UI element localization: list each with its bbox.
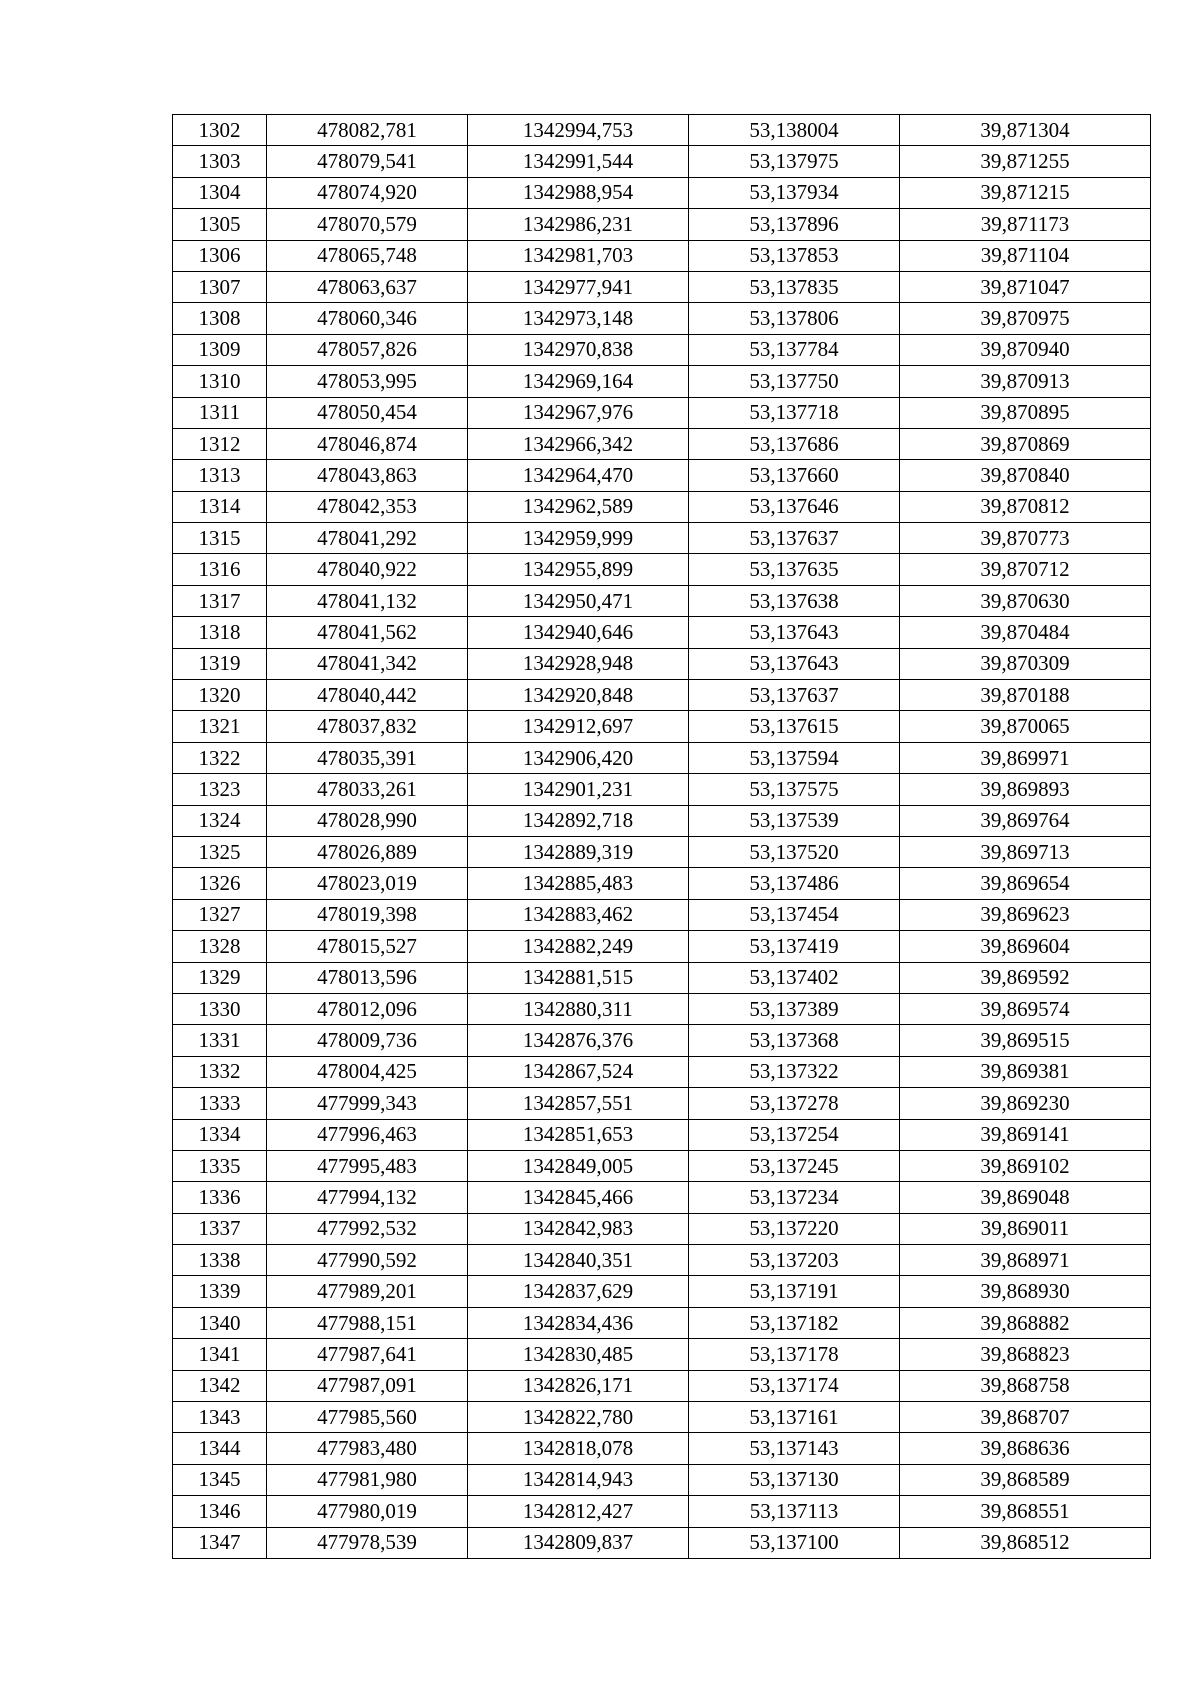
y-coordinate-cell: 1342977,941: [468, 271, 689, 302]
point-number-cell: 1320: [173, 680, 267, 711]
longitude-cell: 39,870630: [900, 585, 1151, 616]
point-number-cell: 1338: [173, 1245, 267, 1276]
latitude-cell: 53,137575: [689, 774, 900, 805]
longitude-cell: 39,868707: [900, 1402, 1151, 1433]
x-coordinate-cell: 478063,637: [267, 271, 468, 302]
latitude-cell: 53,137113: [689, 1496, 900, 1527]
x-coordinate-cell: 477995,483: [267, 1150, 468, 1181]
y-coordinate-cell: 1342970,838: [468, 334, 689, 365]
latitude-cell: 53,137539: [689, 805, 900, 836]
y-coordinate-cell: 1342851,653: [468, 1119, 689, 1150]
longitude-cell: 39,869971: [900, 742, 1151, 773]
y-coordinate-cell: 1342950,471: [468, 585, 689, 616]
y-coordinate-cell: 1342966,342: [468, 428, 689, 459]
point-number-cell: 1339: [173, 1276, 267, 1307]
table-row: [173, 1056, 1151, 1087]
x-coordinate-cell: 477990,592: [267, 1245, 468, 1276]
longitude-cell: 39,871104: [900, 240, 1151, 271]
x-coordinate-cell: 478004,425: [267, 1056, 468, 1087]
table-row: [173, 523, 1151, 554]
point-number-cell: 1303: [173, 146, 267, 177]
latitude-cell: 53,137718: [689, 397, 900, 428]
latitude-cell: 53,137646: [689, 491, 900, 522]
longitude-cell: 39,869654: [900, 868, 1151, 899]
latitude-cell: 53,137637: [689, 680, 900, 711]
table-row: [173, 1339, 1151, 1370]
table-row: [173, 899, 1151, 930]
y-coordinate-cell: 1342986,231: [468, 209, 689, 240]
latitude-cell: 53,137594: [689, 742, 900, 773]
y-coordinate-cell: 1342876,376: [468, 1025, 689, 1056]
y-coordinate-cell: 1342834,436: [468, 1307, 689, 1338]
longitude-cell: 39,868636: [900, 1433, 1151, 1464]
table-row: [173, 177, 1151, 208]
point-number-cell: 1323: [173, 774, 267, 805]
x-coordinate-cell: 478015,527: [267, 931, 468, 962]
y-coordinate-cell: 1342962,589: [468, 491, 689, 522]
longitude-cell: 39,870975: [900, 303, 1151, 334]
y-coordinate-cell: 1342973,148: [468, 303, 689, 334]
longitude-cell: 39,869102: [900, 1150, 1151, 1181]
longitude-cell: 39,870309: [900, 648, 1151, 679]
point-number-cell: 1307: [173, 271, 267, 302]
point-number-cell: 1317: [173, 585, 267, 616]
longitude-cell: 39,870869: [900, 428, 1151, 459]
table-row: [173, 1496, 1151, 1527]
table-row: [173, 271, 1151, 302]
x-coordinate-cell: 477987,091: [267, 1370, 468, 1401]
latitude-cell: 53,137100: [689, 1527, 900, 1558]
point-number-cell: 1322: [173, 742, 267, 773]
latitude-cell: 53,137182: [689, 1307, 900, 1338]
point-number-cell: 1312: [173, 428, 267, 459]
latitude-cell: 53,137934: [689, 177, 900, 208]
point-number-cell: 1345: [173, 1464, 267, 1495]
longitude-cell: 39,869592: [900, 962, 1151, 993]
latitude-cell: 53,137896: [689, 209, 900, 240]
x-coordinate-cell: 478041,562: [267, 617, 468, 648]
point-number-cell: 1340: [173, 1307, 267, 1338]
x-coordinate-cell: 478012,096: [267, 993, 468, 1024]
point-number-cell: 1305: [173, 209, 267, 240]
point-number-cell: 1347: [173, 1527, 267, 1558]
longitude-cell: 39,868589: [900, 1464, 1151, 1495]
point-number-cell: 1346: [173, 1496, 267, 1527]
y-coordinate-cell: 1342867,524: [468, 1056, 689, 1087]
table-row: [173, 428, 1151, 459]
x-coordinate-cell: 478013,596: [267, 962, 468, 993]
longitude-cell: 39,868512: [900, 1527, 1151, 1558]
y-coordinate-cell: 1342822,780: [468, 1402, 689, 1433]
table-row: [173, 1370, 1151, 1401]
x-coordinate-cell: 477985,560: [267, 1402, 468, 1433]
x-coordinate-cell: 477980,019: [267, 1496, 468, 1527]
point-number-cell: 1333: [173, 1088, 267, 1119]
longitude-cell: 39,870484: [900, 617, 1151, 648]
table-row: [173, 1182, 1151, 1213]
x-coordinate-cell: 477996,463: [267, 1119, 468, 1150]
point-number-cell: 1319: [173, 648, 267, 679]
point-number-cell: 1341: [173, 1339, 267, 1370]
x-coordinate-cell: 478026,889: [267, 836, 468, 867]
table-row: [173, 648, 1151, 679]
point-number-cell: 1318: [173, 617, 267, 648]
table-row: [173, 868, 1151, 899]
coordinates-table-body: [173, 115, 1151, 1559]
table-row: [173, 397, 1151, 428]
table-row: [173, 617, 1151, 648]
table-row: [173, 334, 1151, 365]
latitude-cell: 53,137402: [689, 962, 900, 993]
point-number-cell: 1332: [173, 1056, 267, 1087]
y-coordinate-cell: 1342857,551: [468, 1088, 689, 1119]
table-row: [173, 115, 1151, 146]
longitude-cell: 39,869574: [900, 993, 1151, 1024]
longitude-cell: 39,868551: [900, 1496, 1151, 1527]
y-coordinate-cell: 1342818,078: [468, 1433, 689, 1464]
longitude-cell: 39,869011: [900, 1213, 1151, 1244]
y-coordinate-cell: 1342845,466: [468, 1182, 689, 1213]
longitude-cell: 39,870913: [900, 366, 1151, 397]
latitude-cell: 53,137130: [689, 1464, 900, 1495]
x-coordinate-cell: 477983,480: [267, 1433, 468, 1464]
point-number-cell: 1315: [173, 523, 267, 554]
table-row: [173, 460, 1151, 491]
table-row: [173, 1150, 1151, 1181]
table-row: [173, 774, 1151, 805]
table-row: [173, 303, 1151, 334]
point-number-cell: 1304: [173, 177, 267, 208]
y-coordinate-cell: 1342882,249: [468, 931, 689, 962]
latitude-cell: 53,137220: [689, 1213, 900, 1244]
point-number-cell: 1337: [173, 1213, 267, 1244]
table-row: [173, 805, 1151, 836]
x-coordinate-cell: 478053,995: [267, 366, 468, 397]
y-coordinate-cell: 1342940,646: [468, 617, 689, 648]
table-row: [173, 1527, 1151, 1558]
y-coordinate-cell: 1342928,948: [468, 648, 689, 679]
y-coordinate-cell: 1342842,983: [468, 1213, 689, 1244]
point-number-cell: 1313: [173, 460, 267, 491]
latitude-cell: 53,137486: [689, 868, 900, 899]
latitude-cell: 53,137254: [689, 1119, 900, 1150]
point-number-cell: 1314: [173, 491, 267, 522]
longitude-cell: 39,868930: [900, 1276, 1151, 1307]
latitude-cell: 53,137245: [689, 1150, 900, 1181]
x-coordinate-cell: 478041,132: [267, 585, 468, 616]
x-coordinate-cell: 478040,922: [267, 554, 468, 585]
y-coordinate-cell: 1342892,718: [468, 805, 689, 836]
point-number-cell: 1330: [173, 993, 267, 1024]
y-coordinate-cell: 1342994,753: [468, 115, 689, 146]
y-coordinate-cell: 1342885,483: [468, 868, 689, 899]
longitude-cell: 39,869515: [900, 1025, 1151, 1056]
longitude-cell: 39,871304: [900, 115, 1151, 146]
x-coordinate-cell: 478041,292: [267, 523, 468, 554]
table-row: [173, 1307, 1151, 1338]
x-coordinate-cell: 478023,019: [267, 868, 468, 899]
point-number-cell: 1308: [173, 303, 267, 334]
x-coordinate-cell: 477981,980: [267, 1464, 468, 1495]
latitude-cell: 53,137637: [689, 523, 900, 554]
point-number-cell: 1335: [173, 1150, 267, 1181]
y-coordinate-cell: 1342814,943: [468, 1464, 689, 1495]
y-coordinate-cell: 1342988,954: [468, 177, 689, 208]
x-coordinate-cell: 477989,201: [267, 1276, 468, 1307]
table-row: [173, 491, 1151, 522]
x-coordinate-cell: 478040,442: [267, 680, 468, 711]
y-coordinate-cell: 1342826,171: [468, 1370, 689, 1401]
table-row: [173, 931, 1151, 962]
y-coordinate-cell: 1342991,544: [468, 146, 689, 177]
point-number-cell: 1327: [173, 899, 267, 930]
latitude-cell: 53,137638: [689, 585, 900, 616]
longitude-cell: 39,869141: [900, 1119, 1151, 1150]
x-coordinate-cell: 478070,579: [267, 209, 468, 240]
x-coordinate-cell: 478050,454: [267, 397, 468, 428]
latitude-cell: 53,137853: [689, 240, 900, 271]
latitude-cell: 53,137161: [689, 1402, 900, 1433]
table-row: [173, 993, 1151, 1024]
latitude-cell: 53,137278: [689, 1088, 900, 1119]
latitude-cell: 53,137635: [689, 554, 900, 585]
y-coordinate-cell: 1342967,976: [468, 397, 689, 428]
y-coordinate-cell: 1342912,697: [468, 711, 689, 742]
y-coordinate-cell: 1342881,515: [468, 962, 689, 993]
y-coordinate-cell: 1342812,427: [468, 1496, 689, 1527]
longitude-cell: 39,870840: [900, 460, 1151, 491]
x-coordinate-cell: 478043,863: [267, 460, 468, 491]
x-coordinate-cell: 478082,781: [267, 115, 468, 146]
longitude-cell: 39,868823: [900, 1339, 1151, 1370]
x-coordinate-cell: 478057,826: [267, 334, 468, 365]
point-number-cell: 1342: [173, 1370, 267, 1401]
x-coordinate-cell: 477978,539: [267, 1527, 468, 1558]
point-number-cell: 1310: [173, 366, 267, 397]
latitude-cell: 53,137389: [689, 993, 900, 1024]
longitude-cell: 39,868971: [900, 1245, 1151, 1276]
latitude-cell: 53,137835: [689, 271, 900, 302]
x-coordinate-cell: 478074,920: [267, 177, 468, 208]
latitude-cell: 53,137784: [689, 334, 900, 365]
longitude-cell: 39,869764: [900, 805, 1151, 836]
latitude-cell: 53,137750: [689, 366, 900, 397]
table-row: [173, 1213, 1151, 1244]
longitude-cell: 39,868882: [900, 1307, 1151, 1338]
latitude-cell: 53,137234: [689, 1182, 900, 1213]
table-row: [173, 962, 1151, 993]
latitude-cell: 53,137643: [689, 648, 900, 679]
point-number-cell: 1343: [173, 1402, 267, 1433]
table-row: [173, 585, 1151, 616]
longitude-cell: 39,869893: [900, 774, 1151, 805]
y-coordinate-cell: 1342880,311: [468, 993, 689, 1024]
point-number-cell: 1302: [173, 115, 267, 146]
table-row: [173, 1119, 1151, 1150]
point-number-cell: 1326: [173, 868, 267, 899]
y-coordinate-cell: 1342837,629: [468, 1276, 689, 1307]
point-number-cell: 1336: [173, 1182, 267, 1213]
x-coordinate-cell: 478035,391: [267, 742, 468, 773]
point-number-cell: 1311: [173, 397, 267, 428]
longitude-cell: 39,871047: [900, 271, 1151, 302]
y-coordinate-cell: 1342840,351: [468, 1245, 689, 1276]
table-row: [173, 554, 1151, 585]
table-row: [173, 1025, 1151, 1056]
x-coordinate-cell: 478042,353: [267, 491, 468, 522]
longitude-cell: 39,869604: [900, 931, 1151, 962]
latitude-cell: 53,137322: [689, 1056, 900, 1087]
table-row: [173, 1464, 1151, 1495]
x-coordinate-cell: 477987,641: [267, 1339, 468, 1370]
longitude-cell: 39,869230: [900, 1088, 1151, 1119]
latitude-cell: 53,137686: [689, 428, 900, 459]
latitude-cell: 53,137419: [689, 931, 900, 962]
table-row: [173, 240, 1151, 271]
latitude-cell: 53,137203: [689, 1245, 900, 1276]
latitude-cell: 53,137806: [689, 303, 900, 334]
latitude-cell: 53,137615: [689, 711, 900, 742]
latitude-cell: 53,137178: [689, 1339, 900, 1370]
y-coordinate-cell: 1342849,005: [468, 1150, 689, 1181]
x-coordinate-cell: 478033,261: [267, 774, 468, 805]
x-coordinate-cell: 478037,832: [267, 711, 468, 742]
y-coordinate-cell: 1342906,420: [468, 742, 689, 773]
longitude-cell: 39,870065: [900, 711, 1151, 742]
point-number-cell: 1321: [173, 711, 267, 742]
x-coordinate-cell: 478046,874: [267, 428, 468, 459]
y-coordinate-cell: 1342955,899: [468, 554, 689, 585]
x-coordinate-cell: 478060,346: [267, 303, 468, 334]
latitude-cell: 53,137368: [689, 1025, 900, 1056]
y-coordinate-cell: 1342883,462: [468, 899, 689, 930]
point-number-cell: 1328: [173, 931, 267, 962]
y-coordinate-cell: 1342959,999: [468, 523, 689, 554]
table-row: [173, 366, 1151, 397]
point-number-cell: 1325: [173, 836, 267, 867]
point-number-cell: 1316: [173, 554, 267, 585]
longitude-cell: 39,868758: [900, 1370, 1151, 1401]
x-coordinate-cell: 478065,748: [267, 240, 468, 271]
longitude-cell: 39,870712: [900, 554, 1151, 585]
longitude-cell: 39,870895: [900, 397, 1151, 428]
longitude-cell: 39,870188: [900, 680, 1151, 711]
y-coordinate-cell: 1342809,837: [468, 1527, 689, 1558]
longitude-cell: 39,869048: [900, 1182, 1151, 1213]
point-number-cell: 1309: [173, 334, 267, 365]
y-coordinate-cell: 1342969,164: [468, 366, 689, 397]
latitude-cell: 53,137660: [689, 460, 900, 491]
table-row: [173, 1245, 1151, 1276]
table-row: [173, 680, 1151, 711]
point-number-cell: 1331: [173, 1025, 267, 1056]
x-coordinate-cell: 478041,342: [267, 648, 468, 679]
latitude-cell: 53,138004: [689, 115, 900, 146]
longitude-cell: 39,869713: [900, 836, 1151, 867]
y-coordinate-cell: 1342981,703: [468, 240, 689, 271]
table-row: [173, 146, 1151, 177]
latitude-cell: 53,137643: [689, 617, 900, 648]
table-row: [173, 1433, 1151, 1464]
longitude-cell: 39,871215: [900, 177, 1151, 208]
longitude-cell: 39,871255: [900, 146, 1151, 177]
table-row: [173, 711, 1151, 742]
x-coordinate-cell: 478019,398: [267, 899, 468, 930]
y-coordinate-cell: 1342901,231: [468, 774, 689, 805]
longitude-cell: 39,870773: [900, 523, 1151, 554]
longitude-cell: 39,870812: [900, 491, 1151, 522]
x-coordinate-cell: 477999,343: [267, 1088, 468, 1119]
x-coordinate-cell: 477994,132: [267, 1182, 468, 1213]
x-coordinate-cell: 478009,736: [267, 1025, 468, 1056]
longitude-cell: 39,870940: [900, 334, 1151, 365]
table-row: [173, 1276, 1151, 1307]
latitude-cell: 53,137454: [689, 899, 900, 930]
point-number-cell: 1306: [173, 240, 267, 271]
point-number-cell: 1329: [173, 962, 267, 993]
table-row: [173, 209, 1151, 240]
y-coordinate-cell: 1342830,485: [468, 1339, 689, 1370]
longitude-cell: 39,871173: [900, 209, 1151, 240]
longitude-cell: 39,869623: [900, 899, 1151, 930]
point-number-cell: 1344: [173, 1433, 267, 1464]
longitude-cell: 39,869381: [900, 1056, 1151, 1087]
x-coordinate-cell: 478028,990: [267, 805, 468, 836]
latitude-cell: 53,137174: [689, 1370, 900, 1401]
latitude-cell: 53,137520: [689, 836, 900, 867]
table-row: [173, 1088, 1151, 1119]
table-row: [173, 1402, 1151, 1433]
point-number-cell: 1334: [173, 1119, 267, 1150]
y-coordinate-cell: 1342920,848: [468, 680, 689, 711]
x-coordinate-cell: 477988,151: [267, 1307, 468, 1338]
point-number-cell: 1324: [173, 805, 267, 836]
latitude-cell: 53,137975: [689, 146, 900, 177]
table-row: [173, 742, 1151, 773]
coordinates-table: [172, 114, 1151, 1559]
y-coordinate-cell: 1342889,319: [468, 836, 689, 867]
x-coordinate-cell: 478079,541: [267, 146, 468, 177]
table-row: [173, 836, 1151, 867]
y-coordinate-cell: 1342964,470: [468, 460, 689, 491]
latitude-cell: 53,137143: [689, 1433, 900, 1464]
x-coordinate-cell: 477992,532: [267, 1213, 468, 1244]
latitude-cell: 53,137191: [689, 1276, 900, 1307]
